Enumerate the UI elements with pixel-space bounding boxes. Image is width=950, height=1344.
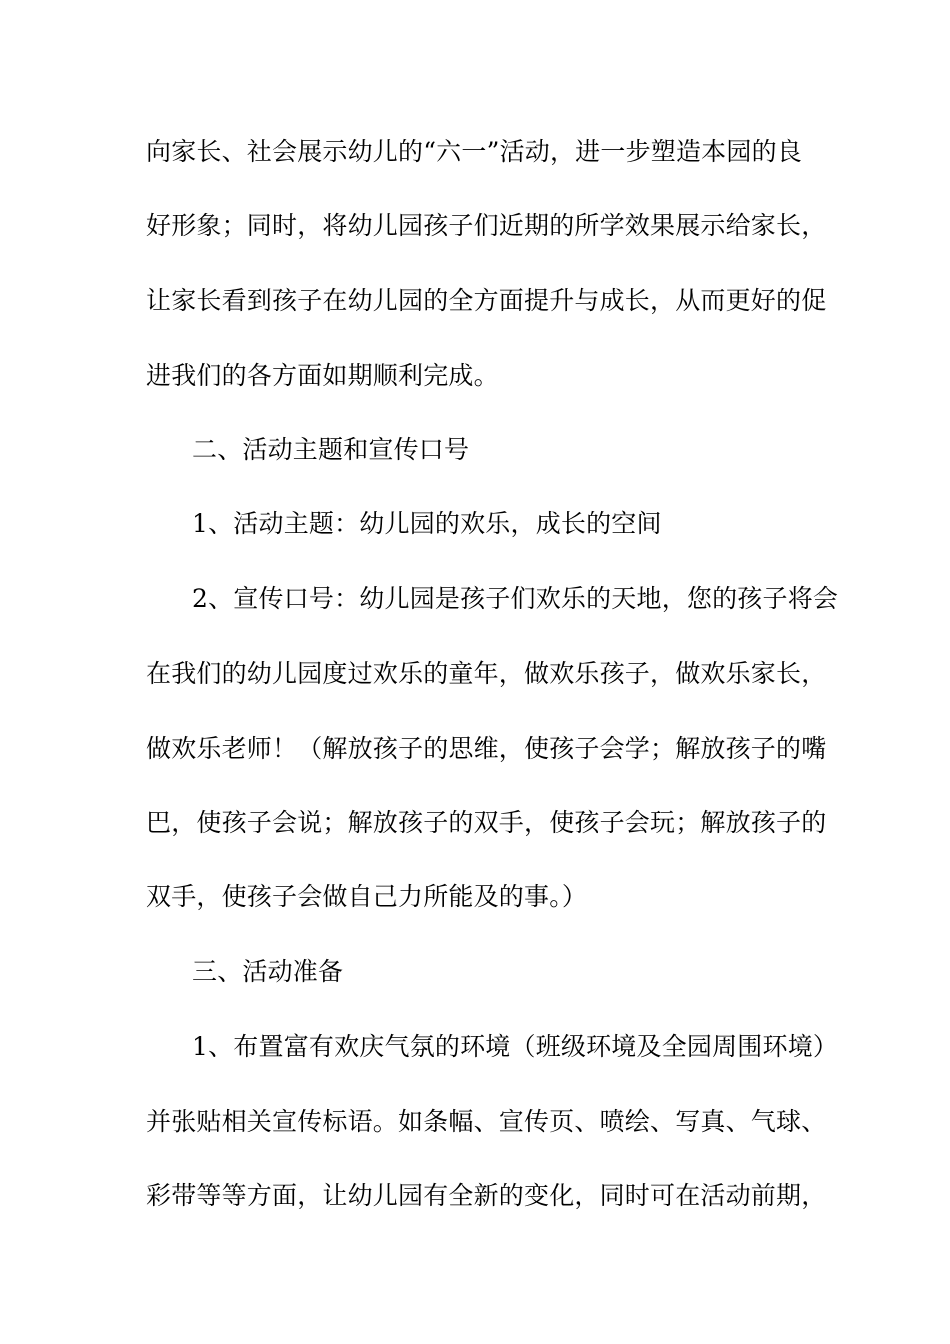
paragraph-line: 在我们的幼儿园度过欢乐的童年，做欢乐孩子，做欢乐家长， (146, 659, 827, 688)
paragraph-line: 2、宣传口号：幼儿园是孩子们欢乐的天地，您的孩子将会 (192, 584, 839, 613)
paragraph-line: 进我们的各方面如期顺利完成。 (146, 361, 499, 390)
paragraph-line: 1、布置富有欢庆气氛的环境（班级环境及全园周围环境） (192, 1032, 839, 1061)
paragraph-line: 向家长、社会展示幼儿的“六一”活动，进一步塑造本园的良 (146, 137, 802, 166)
section-heading: 二、活动主题和宣传口号 (192, 435, 470, 464)
section-heading: 三、活动准备 (192, 957, 344, 986)
paragraph-line: 并张贴相关宣传标语。如条幅、宣传页、喷绘、写真、气球、 (146, 1107, 827, 1136)
paragraph-line: 彩带等等方面，让幼儿园有全新的变化，同时可在活动前期， (146, 1181, 827, 1210)
paragraph-line: 巴，使孩子会说；解放孩子的双手，使孩子会玩；解放孩子的 (146, 808, 827, 837)
paragraph-line: 让家长看到孩子在幼儿园的全方面提升与成长，从而更好的促 (146, 286, 827, 315)
paragraph-line: 做欢乐老师！（解放孩子的思维，使孩子会学；解放孩子的嘴 (146, 734, 827, 763)
paragraph-line: 好形象；同时，将幼儿园孩子们近期的所学效果展示给家长， (146, 211, 827, 240)
paragraph-line: 双手，使孩子会做自己力所能及的事。） (146, 882, 588, 911)
paragraph-line: 1、活动主题：幼儿园的欢乐，成长的空间 (192, 509, 662, 538)
